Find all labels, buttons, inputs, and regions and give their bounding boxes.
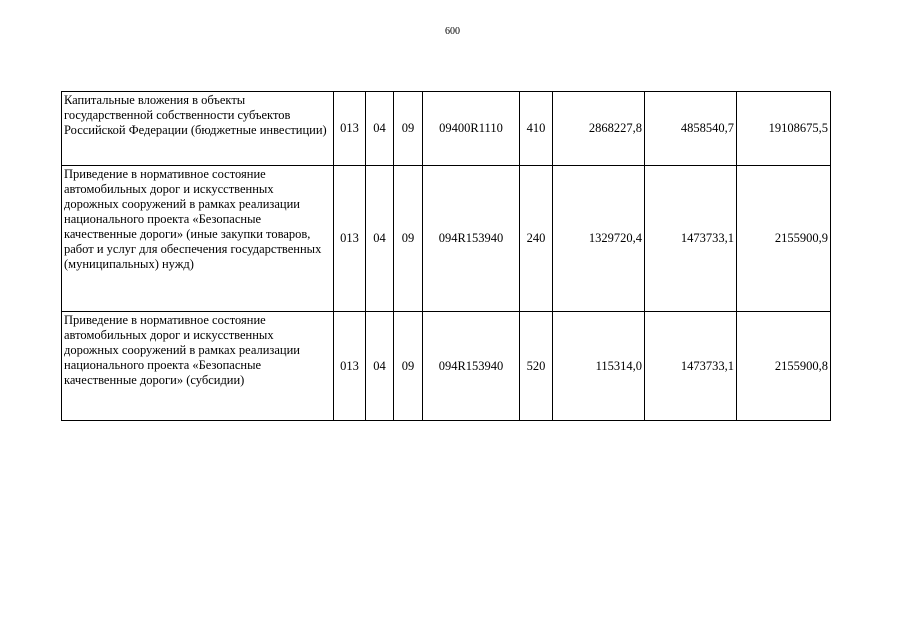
row-vr-code: 520 [520, 312, 553, 421]
table-row [62, 312, 831, 421]
row-sum-2: 1473733,1 [645, 166, 737, 312]
row-pr-code: 09 [394, 312, 423, 421]
page-number: 600 [445, 26, 460, 37]
row-csr-code: 09400R1110 [423, 92, 520, 166]
row-vr-code: 240 [520, 166, 553, 312]
row-csr-code: 094R153940 [423, 312, 520, 421]
row-pr-code: 09 [394, 166, 423, 312]
row-vr-code: 410 [520, 92, 553, 166]
row-sum-1: 2868227,8 [553, 92, 645, 166]
row-sum-3: 2155900,8 [737, 312, 831, 421]
row-sum-1: 115314,0 [553, 312, 645, 421]
row-sum-1: 1329720,4 [553, 166, 645, 312]
budget-table [61, 91, 831, 421]
row-sum-2: 1473733,1 [645, 312, 737, 421]
row-description: Капитальные вложения в объекты государственной собственности субъектов Российской Федерации (бюджетные инвестиции) [62, 92, 334, 166]
row-pr-code: 09 [394, 92, 423, 166]
row-sum-3: 19108675,5 [737, 92, 831, 166]
row-gr-code: 013 [334, 312, 366, 421]
row-gr-code: 013 [334, 92, 366, 166]
row-description: Приведение в нормативное состояние автомобильных дорог и искусственных дорожных сооружений в рамках реализации национального проекта «Безопасные качественные дороги» (субсидии) [62, 312, 334, 421]
table-row [62, 92, 831, 166]
row-rz-code: 04 [366, 92, 394, 166]
table-row [62, 166, 831, 312]
row-sum-3: 2155900,9 [737, 166, 831, 312]
row-sum-2: 4858540,7 [645, 92, 737, 166]
row-description: Приведение в нормативное состояние автомобильных дорог и искусственных дорожных сооружений в рамках реализации национального проекта «Безопасные качественные дороги» (иные закупки товаров, работ и услуг для обеспечения государственных (муниципальных) нужд) [62, 166, 334, 312]
row-gr-code: 013 [334, 166, 366, 312]
row-rz-code: 04 [366, 312, 394, 421]
row-csr-code: 094R153940 [423, 166, 520, 312]
row-rz-code: 04 [366, 166, 394, 312]
